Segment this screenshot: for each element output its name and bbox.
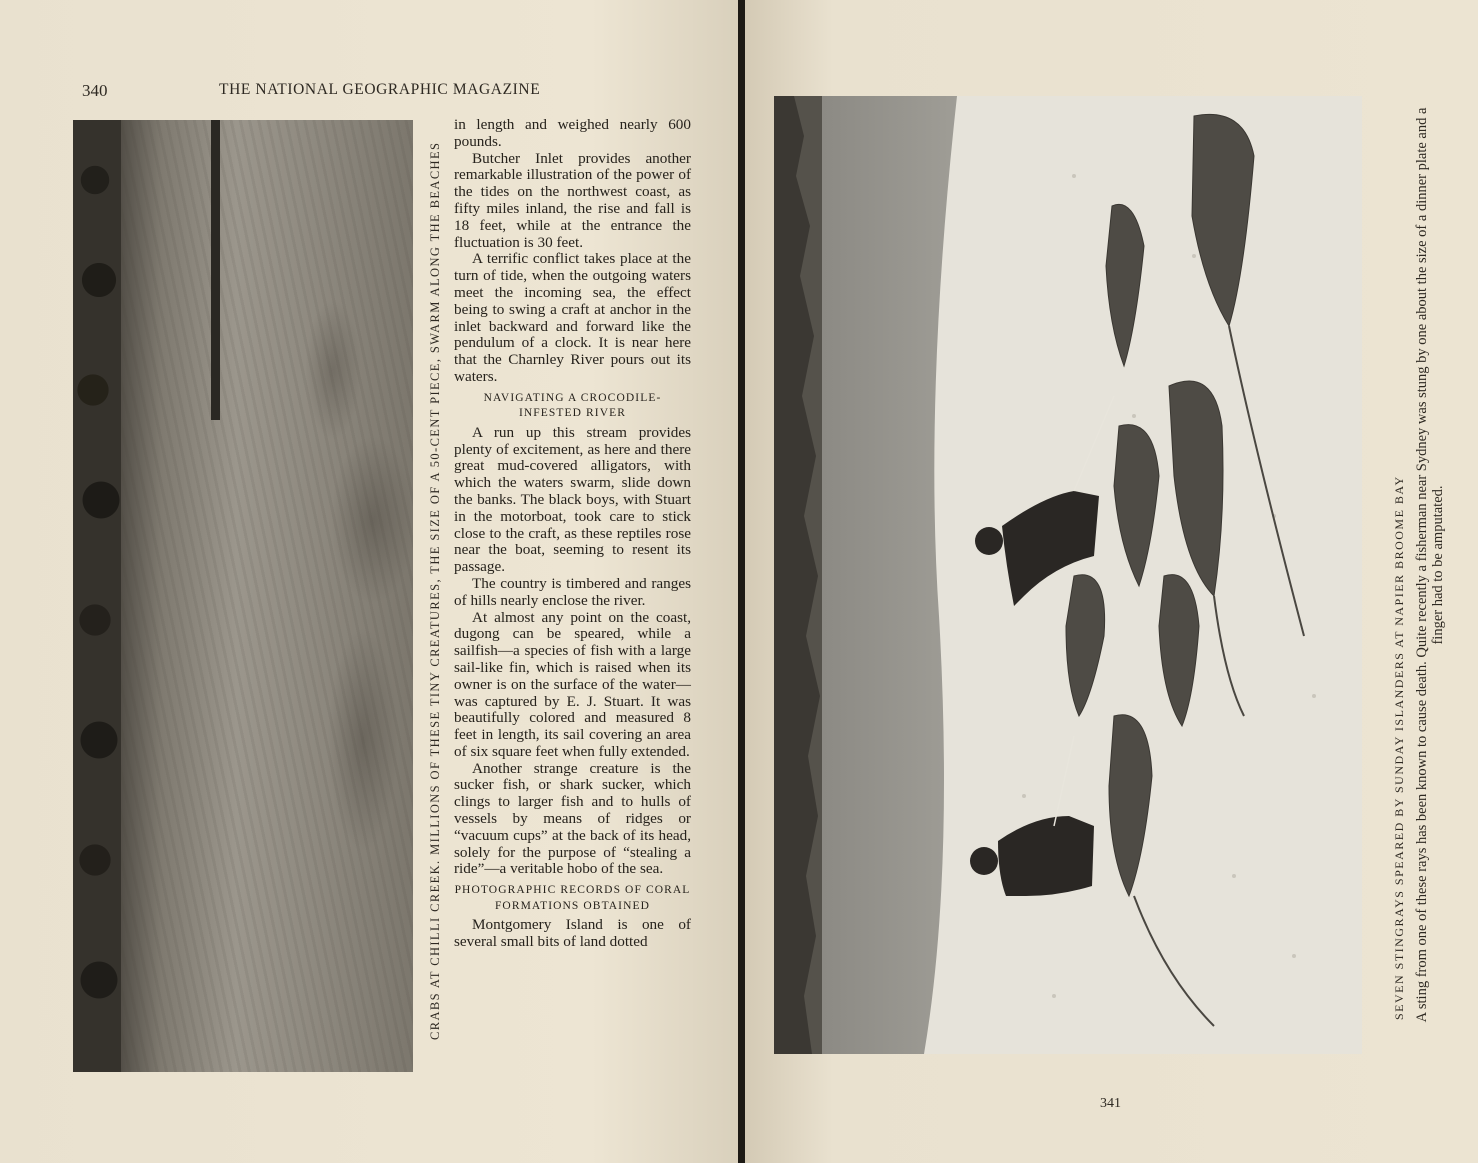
paragraph: Montgomery Island is one of several small bits of land dotted	[454, 916, 691, 951]
paragraph: A terrific conflict takes place at the turn of tide, when the outgoing waters meet the incoming sea, the effect being to swing a craft at anchor in the inlet backward and forward like the pendulum of a clock. It is near here that the Charnley River pours out its waters.	[454, 250, 691, 385]
paragraph: The country is timbered and ranges of hills nearly enclose the river.	[454, 574, 691, 609]
paragraph: in length and weighed nearly 600 pounds.	[454, 116, 691, 150]
stingrays-caption-title: SEVEN STINGRAYS SPEARED BY SUNDAY ISLANDERS AT NAPIER BROOME BAY	[1392, 475, 1406, 1020]
page-number-right: 341	[1100, 1096, 1121, 1111]
post	[211, 120, 220, 420]
paragraph: Another strange creature is the sucker fish, or shark sucker, which clings to larger fish and to hulls of vessels by means of ridges or “vacuum cups” at the back of its head, solely for the purpose of “stealing a ride”—a veritable hobo of the sea.	[454, 759, 691, 878]
article-column	[454, 117, 691, 951]
stingrays-caption-body: A sting from one of these rays has been known to cause death. Quite recently a fisherman near Sydney was stung by one about the size of a dinner plate and a finger had to be amputated.	[1414, 107, 1446, 1023]
crabs-photo	[73, 120, 413, 1072]
running-head: THE NATIONAL GEOGRAPHIC MAGAZINE	[219, 81, 541, 98]
crabs-photo-caption: CRABS AT CHILLI CREEK. MILLIONS OF THESE TINY CREATURES, THE SIZE OF A 50-CENT PIECE, SWARM ALONG THE BEACHES	[428, 141, 442, 1040]
subheading: NAVIGATING A CROCODILE-INFESTED RIVER	[483, 391, 662, 420]
paragraph: A run up this stream provides plenty of excitement, as here and there great mud-covered alligators, with which the waters swarm, slide down the banks. The black boys, with Stuart in the motorboat, took care to stick close to the craft, as these reptiles rose near the boat, seeming to resent its passage.	[454, 423, 691, 576]
page-number-left: 340	[82, 81, 108, 100]
subheading: PHOTOGRAPHIC RECORDS OF CORAL FORMATIONS OBTAINED	[454, 884, 691, 912]
paragraph: At almost any point on the coast, dugong can be speared, while a sailfish—a species of fish with a large sail-like fin, which is raised when its owner is on the surface of the water—was captured by E. J. Stuart. It was beautifully colored and measured 8 feet in length, its sail covering an area of six square feet when fully extended.	[454, 608, 691, 760]
stingrays-photo	[774, 96, 1362, 1054]
paragraph: Butcher Inlet provides another remarkable illustration of the power of the tides on the northwest coast, as fifty miles inland, the rise and fall is 18 feet, while at the entrance the fluctuation is 30 feet.	[454, 149, 691, 251]
rocks	[73, 120, 121, 1072]
